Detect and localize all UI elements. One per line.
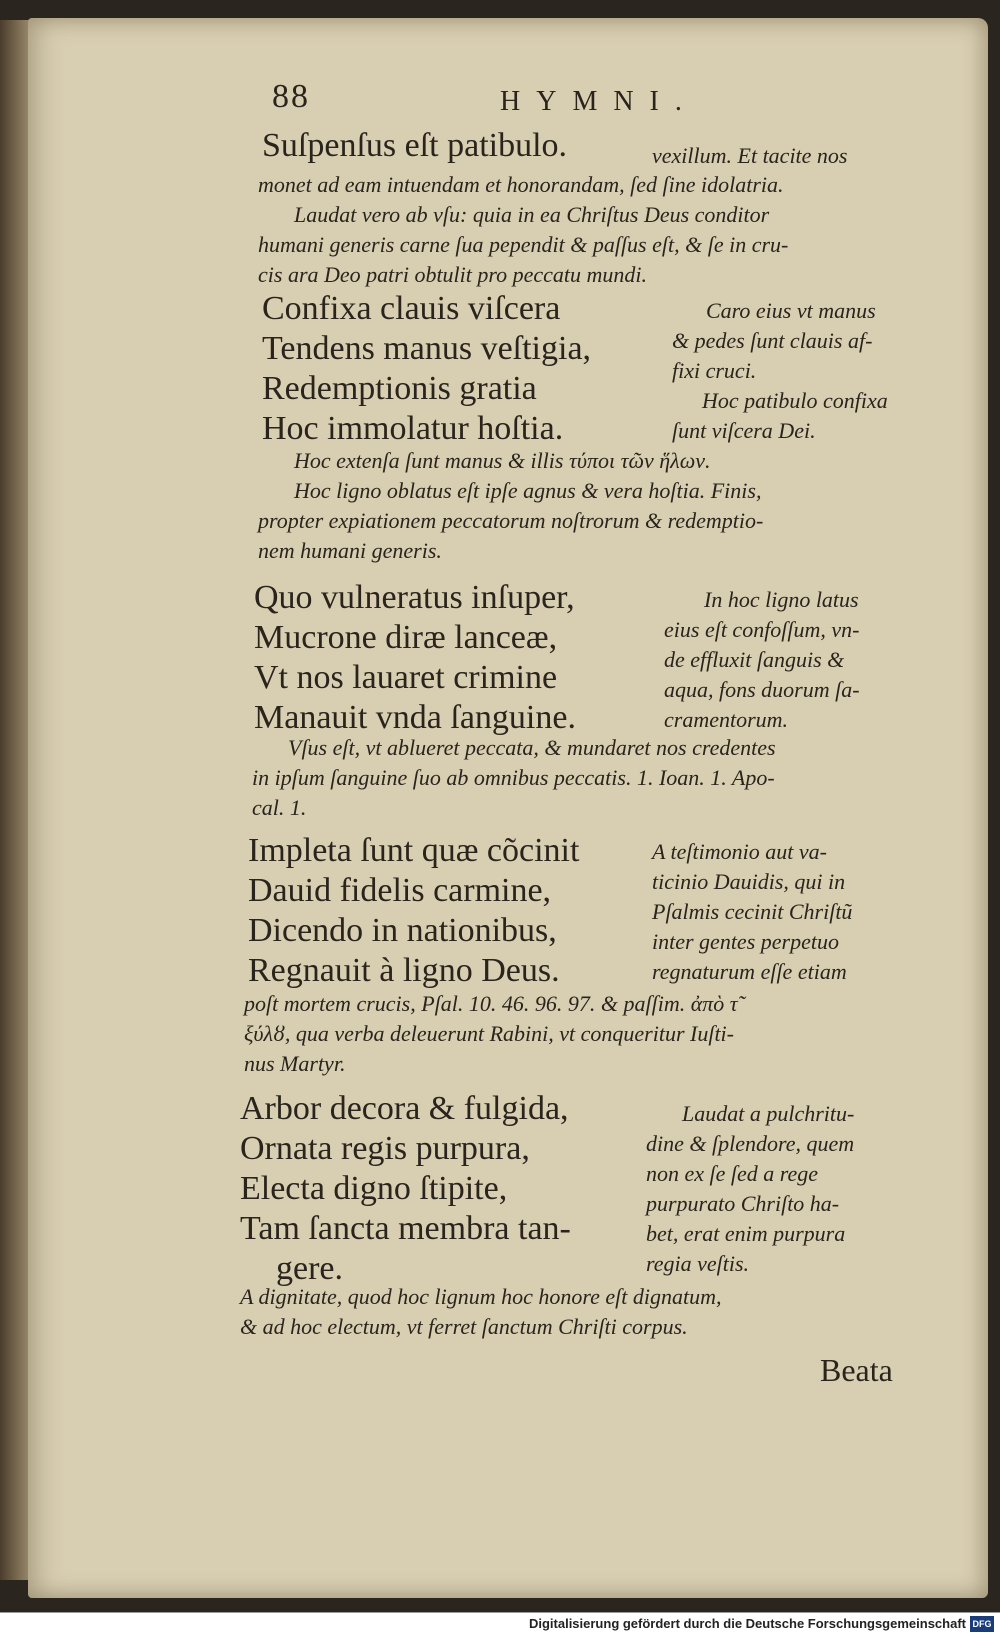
comment-line: Hoc ligno oblatus eſt ipſe agnus & vera hoſtia. Finis, (294, 478, 762, 503)
comment-line: ξύλȣ, qua verba deleuerunt Rabini, vt conqueritur Iuſti- (244, 1021, 734, 1046)
funding-credit: Digitalisierung gefördert durch die Deutsche Forschungsgemeinschaft (528, 1616, 966, 1631)
verse-block-0 (262, 126, 567, 166)
comment-block-2 (252, 733, 776, 823)
verse-line: Tendens manus veſtigia, (262, 330, 592, 367)
comment-line: A dignitate, quod hoc lignum hoc honore eſt dignatum, (240, 1284, 722, 1309)
verse-line: Confixa clauis viſcera (262, 290, 561, 327)
gloss-line: regnaturum eſſe etiam (652, 959, 847, 984)
comment-line: humani generis carne ſua pependit & paſſus eſt, & ſe in cru- (258, 232, 789, 257)
verse-line: Impleta ſunt quæ cõcinit (248, 832, 580, 869)
gloss-line: ſunt viſcera Dei. (672, 418, 816, 443)
gloss-line: purpurato Chriſto ha- (646, 1191, 840, 1216)
comment-block-1 (258, 446, 763, 566)
gloss-line: non ex ſe ſed a rege (646, 1161, 819, 1186)
gloss-line: cramentorum. (664, 707, 789, 732)
page-number: 88 (272, 78, 310, 115)
verse-block-2 (254, 578, 576, 738)
verse-line: Dauid fidelis carmine, (248, 872, 552, 909)
verse-line: Dicendo in nationibus, (248, 912, 557, 949)
gloss-line: Laudat a pulchritu- (682, 1101, 855, 1126)
gloss-line: inter gentes perpetuo (652, 929, 839, 954)
verse-line: Tam ſancta membra tan- (240, 1210, 571, 1247)
gloss-line: de effluxit ſanguis & (664, 647, 845, 672)
gloss-line: In hoc ligno latus (704, 587, 859, 612)
verse-line: gere. (276, 1250, 344, 1287)
gloss-block-2 (664, 585, 860, 735)
gloss-block-4 (646, 1099, 854, 1279)
comment-line: poſt mortem crucis, Pſal. 10. 46. 96. 97. & paſſim. ἀπὸ τ̃ (244, 991, 738, 1016)
comment-line: propter expiationem peccatorum noſtrorum & redemptio- (258, 508, 764, 533)
comment-line: nem humani generis. (258, 538, 442, 563)
verse-line: Arbor decora & fulgida, (240, 1090, 569, 1127)
dfg-logo: DFG (970, 1616, 994, 1632)
gloss-line: eius eſt confoſſum, vn- (664, 617, 860, 642)
verse-line: Vt nos lauaret crimine (254, 659, 558, 696)
gloss-line: Pſalmis cecinit Chriſtũ (652, 899, 853, 924)
verse-line: Electa digno ſtipite, (240, 1170, 508, 1207)
comment-line: nus Martyr. (244, 1051, 346, 1076)
running-head: HYMNI. (500, 86, 698, 117)
comment-block-0 (258, 170, 788, 290)
gloss-line: bet, erat enim purpura (646, 1221, 846, 1246)
comment-line: Laudat vero ab vſu: quia in ea Chriſtus Deus conditor (294, 202, 770, 227)
gloss-line: A teſtimonio aut va- (652, 839, 827, 864)
comment-line: in ipſum ſanguine ſuo ab omnibus peccatis. 1. Ioan. 1. Apo- (252, 765, 775, 790)
comment-line: cal. 1. (252, 795, 307, 820)
verse-line: Suſpenſus eſt patibulo. (262, 127, 568, 164)
gloss-line: ticinio Dauidis, qui in (652, 869, 846, 894)
gloss-line: vexillum. Et tacite nos (652, 143, 848, 168)
comment-line: Hoc extenſa ſunt manus & illis τύποι τῶν ἥλων. (294, 448, 711, 473)
catchword: Beata (820, 1352, 893, 1388)
verse-block-1 (262, 289, 591, 449)
comment-block-4 (240, 1282, 722, 1342)
gloss-line: regia veſtis. (646, 1251, 750, 1276)
verse-block-4 (240, 1089, 571, 1289)
comment-line: monet ad eam intuendam et honorandam, ſed ſine idolatria. (258, 172, 784, 197)
verse-line: Redemptionis gratia (262, 370, 537, 407)
gloss-line: fixi cruci. (672, 358, 757, 383)
verse-line: Manauit vnda ſanguine. (254, 699, 576, 736)
verse-line: Ornata regis purpura, (240, 1130, 530, 1167)
gloss-block-3 (652, 837, 852, 987)
comment-block-3 (244, 989, 738, 1079)
verse-line: Mucrone diræ lanceæ, (254, 619, 558, 656)
verse-line: Hoc immolatur hoſtia. (262, 410, 564, 447)
gloss-block-1 (672, 296, 888, 446)
verse-line: Quo vulneratus inſuper, (254, 579, 575, 616)
verse-line: Regnauit à ligno Deus. (248, 952, 560, 989)
gloss-line: & pedes ſunt clauis af- (672, 328, 873, 353)
gloss-line: Caro eius vt manus (706, 298, 876, 323)
comment-line: cis ara Deo patri obtulit pro peccatu mundi. (258, 262, 648, 287)
gloss-line: aqua, fons duorum ſa- (664, 677, 860, 702)
comment-line: & ad hoc electum, vt ferret ſanctum Chriſti corpus. (240, 1314, 688, 1339)
digitization-footer (0, 1612, 1000, 1636)
gloss-line: dine & ſplendore, quem (646, 1131, 855, 1156)
gloss-line: Hoc patibulo confixa (702, 388, 888, 413)
verse-block-3 (248, 831, 579, 991)
comment-line: Vſus eſt, vt ablueret peccata, & mundaret nos credentes (288, 735, 776, 760)
gloss-block-0 (652, 141, 848, 171)
